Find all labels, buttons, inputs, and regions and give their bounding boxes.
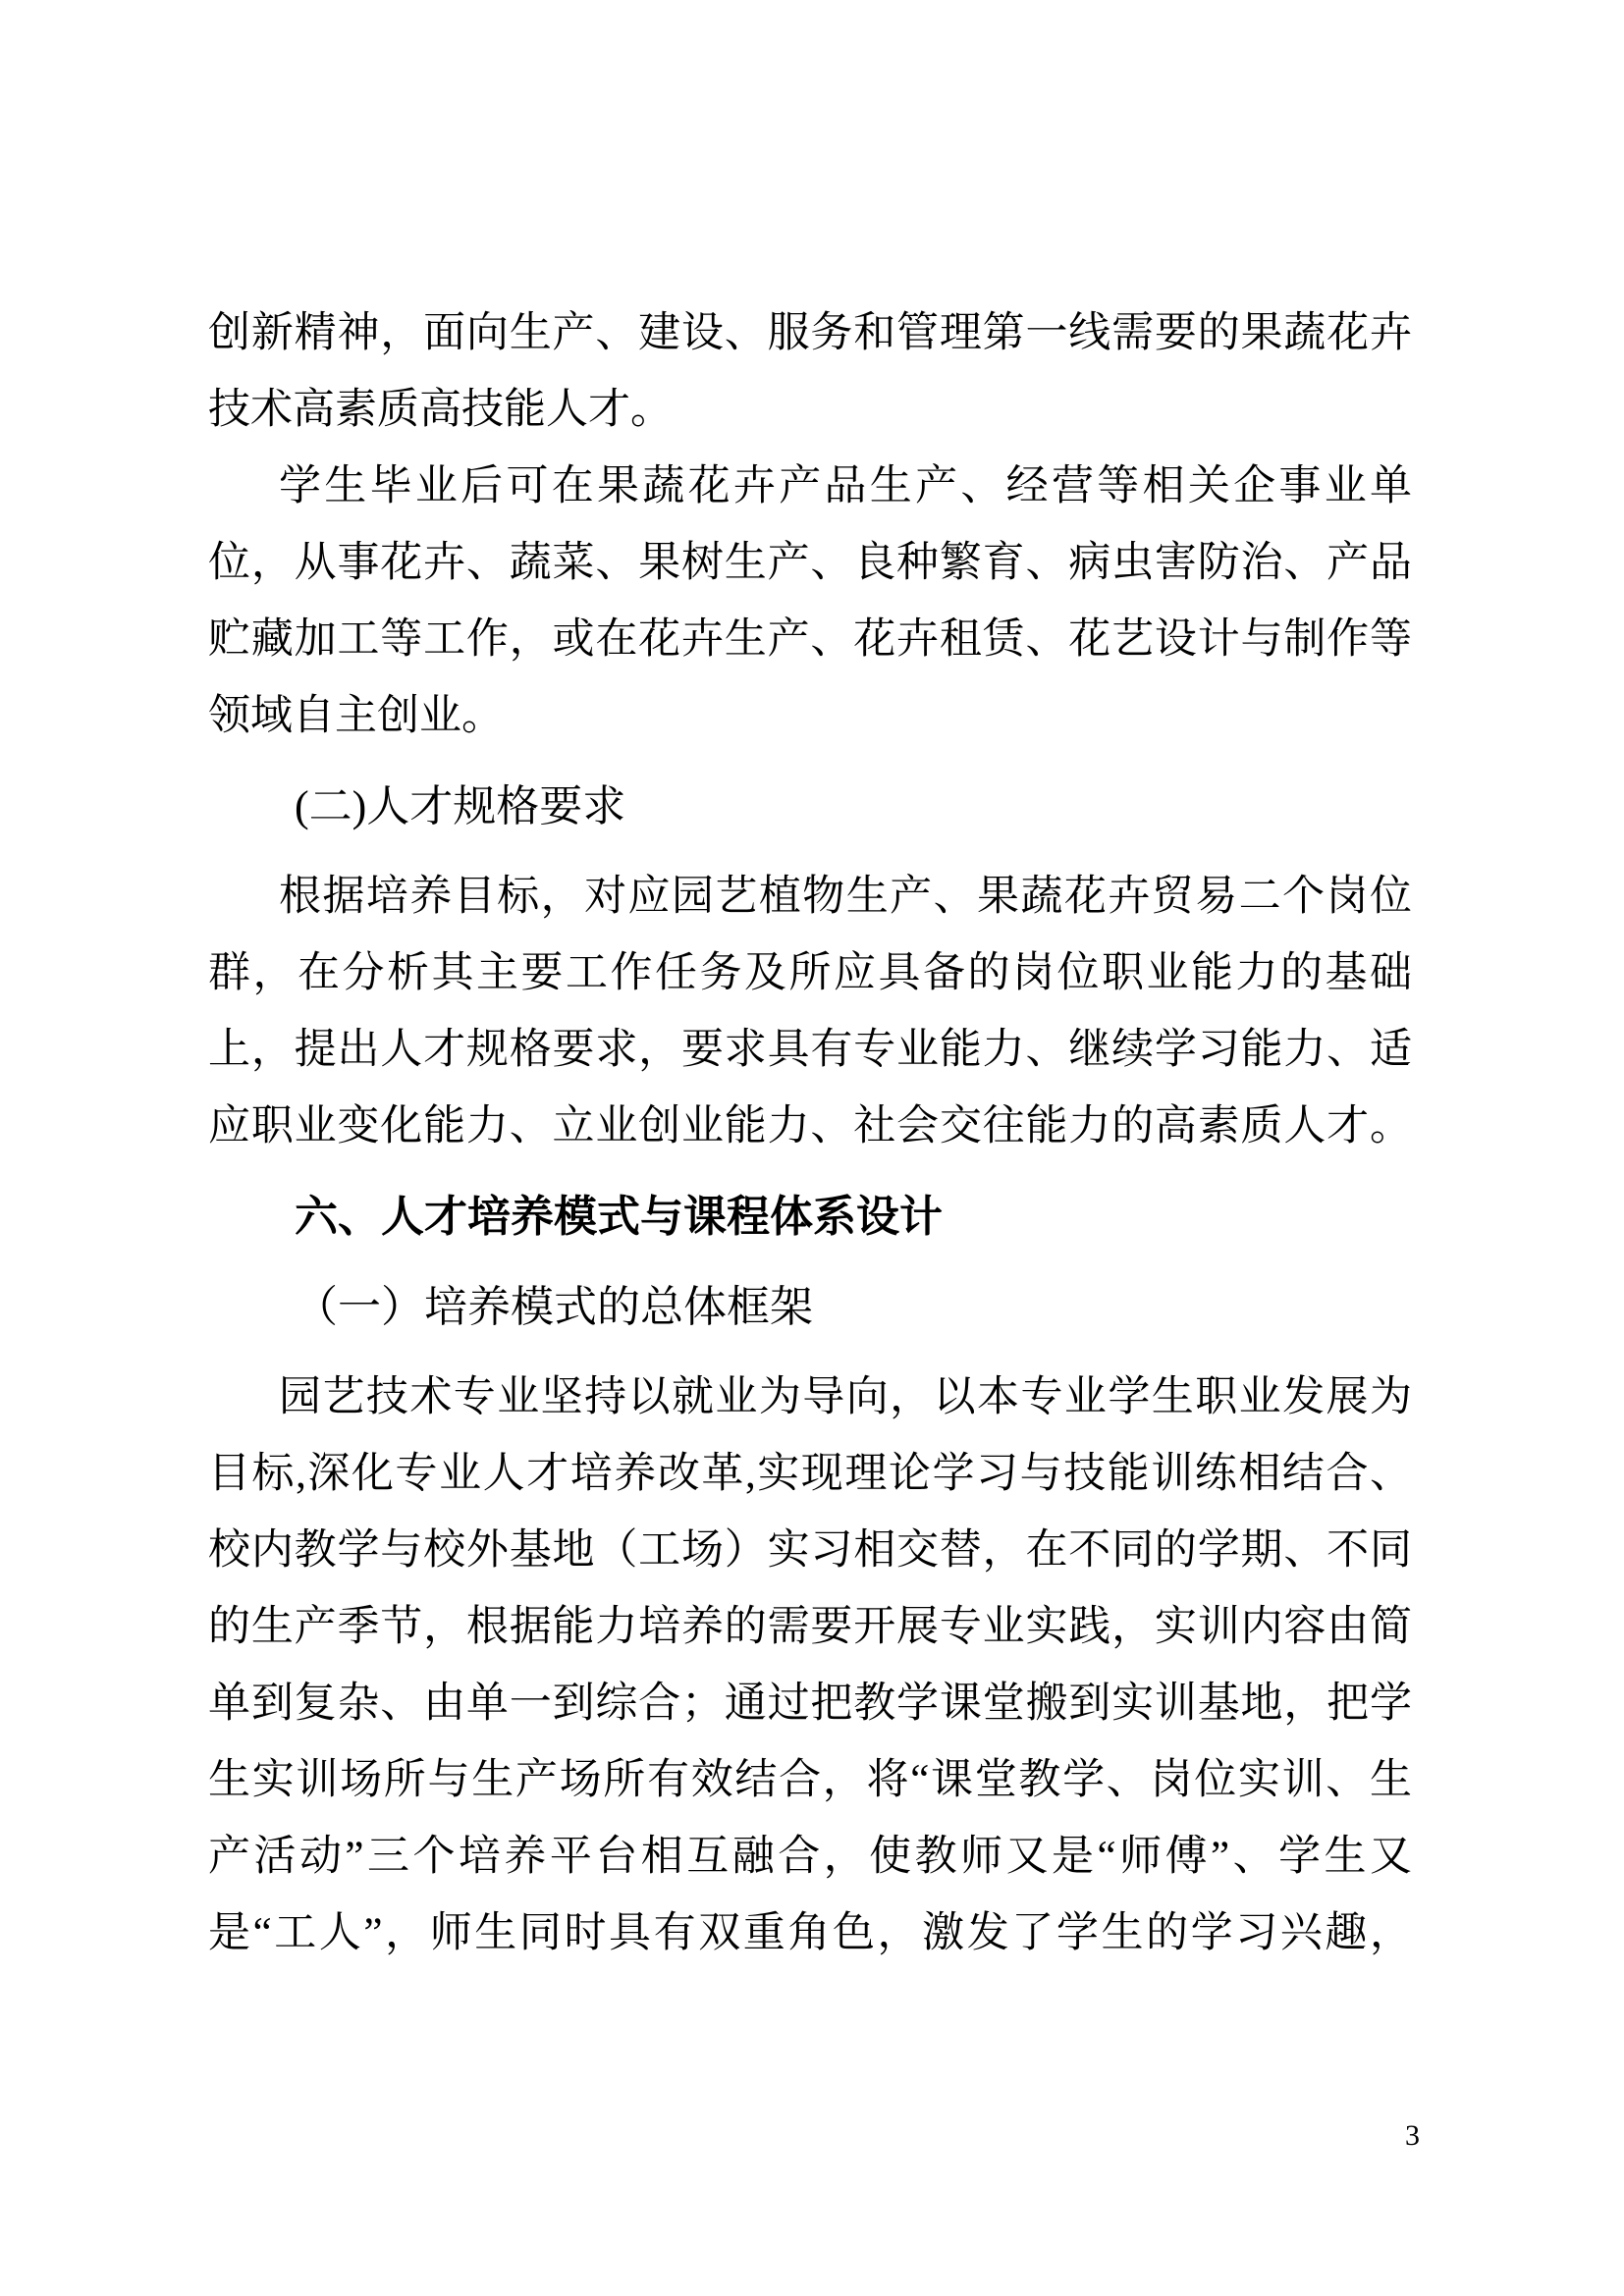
body-line: 贮藏加工等工作，或在花卉生产、花卉租赁、花艺设计与制作等 xyxy=(208,616,1412,663)
subsection-heading: （一）培养模式的总体框架 xyxy=(295,1283,813,1331)
body-line: 上，提出人才规格要求，要求具有专业能力、继续学习能力、适 xyxy=(208,1027,1412,1073)
page-number: 3 xyxy=(1405,2119,1420,2152)
body-line: 学生毕业后可在果蔬花卉产品生产、经营等相关企事业单 xyxy=(279,463,1412,509)
document-body xyxy=(208,295,1412,1972)
body-line: 是“工人”，师生同时具有双重角色，激发了学生的学习兴趣， xyxy=(208,1910,1412,1956)
body-line: 创新精神，面向生产、建设、服务和管理第一线需要的果蔬花卉 xyxy=(208,310,1412,356)
body-line: 校内教学与校外基地（工场）实习相交替，在不同的学期、不同 xyxy=(208,1527,1412,1574)
body-line: 目标,深化专业人才培养改革,实现理论学习与技能训练相结合、 xyxy=(208,1451,1412,1497)
chapter-heading: 六、人才培养模式与课程体系设计 xyxy=(295,1193,943,1241)
body-line: 根据培养目标，对应园艺植物生产、果蔬花卉贸易二个岗位 xyxy=(279,874,1412,920)
body-line: 领域自主创业。 xyxy=(208,693,504,739)
body-line: 群，在分析其主要工作任务及所应具备的岗位职业能力的基础 xyxy=(208,950,1412,996)
body-line: 产活动”三个培养平台相互融合，使教师又是“师傅”、学生又 xyxy=(208,1834,1412,1880)
subsection-heading: (二)人才规格要求 xyxy=(295,782,626,830)
body-line: 应职业变化能力、立业创业能力、社会交往能力的高素质人才。 xyxy=(208,1103,1412,1149)
body-line: 技术高素质高技能人才。 xyxy=(208,387,673,433)
body-line: 的生产季节，根据能力培养的需要开展专业实践，实训内容由简 xyxy=(208,1604,1412,1650)
body-line: 单到复杂、由单一到综合；通过把教学课堂搬到实训基地，把学 xyxy=(208,1681,1412,1727)
body-line: 园艺技术专业坚持以就业为导向，以本专业学生职业发展为 xyxy=(279,1374,1412,1420)
body-line: 位，从事花卉、蔬菜、果树生产、良种繁育、病虫害防治、产品 xyxy=(208,540,1412,586)
body-line: 生实训场所与生产场所有效结合，将“课堂教学、岗位实训、生 xyxy=(208,1757,1412,1803)
